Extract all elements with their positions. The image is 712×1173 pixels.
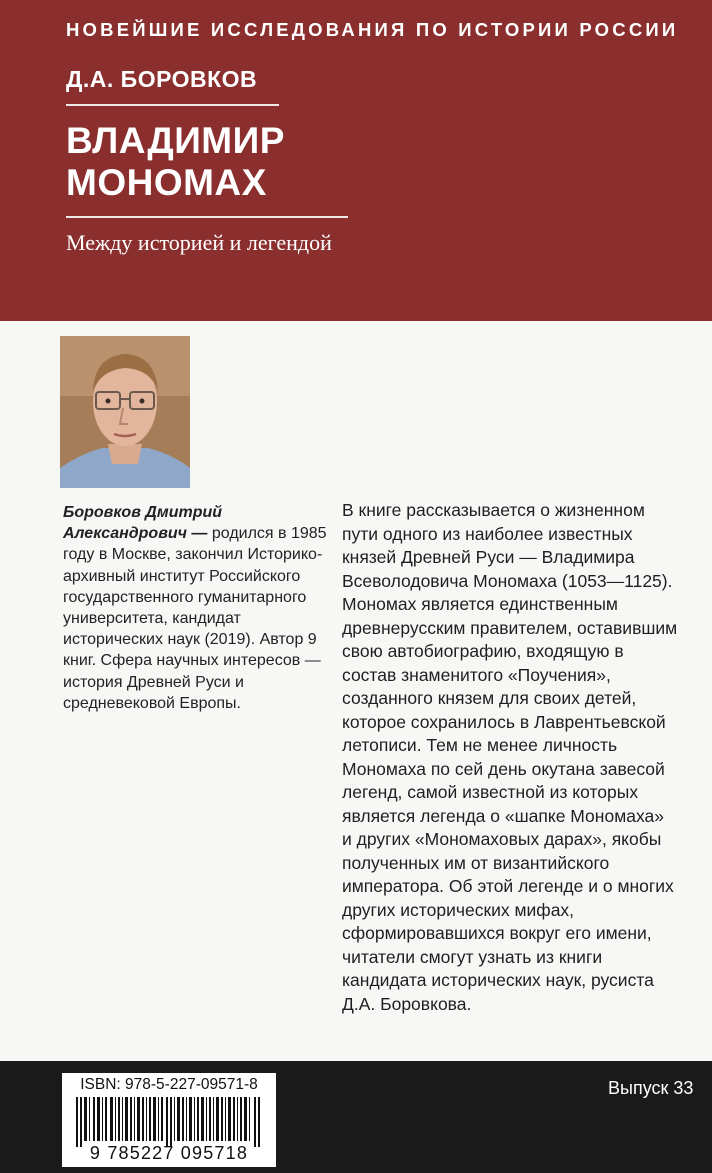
barcode-digits: 9 785227 095718 xyxy=(89,1143,249,1163)
book-title-line-2: МОНОМАХ xyxy=(66,162,267,203)
book-description xyxy=(342,499,712,1016)
description-line: Д.А. Боровкова. xyxy=(342,993,472,1014)
book-subtitle: Между историей и легендой xyxy=(66,230,332,255)
description-line: Мономах является единственным xyxy=(342,594,618,614)
author-photo xyxy=(60,336,190,488)
description-line: других исторических мифах, xyxy=(342,899,575,920)
description-line: читатели смогут узнать из книги xyxy=(342,946,603,967)
bio-text: родился в 1985 году в Москве, закончил Историко-архивный институт Российского государственного гуманитарного университета, кандидат исторических наук (2019). Автор 9 книг. Сфера научных интересов — история Древней Руси и средневековой Европы. xyxy=(63,525,327,712)
bio-author-name: Боровков Дмитрий Александрович xyxy=(63,504,223,543)
author-portrait-image xyxy=(60,336,190,488)
description-line: В книге рассказывается о жизненном xyxy=(342,500,645,520)
description-line: свою автобиографию, входящую в xyxy=(342,641,624,661)
description-line: и других «Мономаховых дарах», якобы xyxy=(342,829,662,849)
description-line: древнерусским правителем, оставившим xyxy=(342,617,678,638)
author-bio xyxy=(63,502,333,714)
description-line: легенд, самой известной из которых xyxy=(342,782,639,802)
book-title xyxy=(66,120,285,204)
book-title-line-1: ВЛАДИМИР xyxy=(66,120,285,161)
series-title: НОВЕЙШИЕ ИССЛЕДОВАНИЯ ПО ИСТОРИИ РОССИИ xyxy=(66,19,679,40)
description-line: князей Древней Руси — Владимира xyxy=(342,547,635,567)
description-line: кандидата исторических наук, русиста xyxy=(342,970,654,990)
description-line: созданного князем для своих детей, xyxy=(342,688,637,708)
description-line: является легенда о «шапке Мономаха» xyxy=(342,805,664,826)
isbn-label: ISBN: 978-5-227-09571-8 xyxy=(80,1076,258,1093)
divider-top xyxy=(66,104,279,106)
description-line: пути одного из наиболее известных xyxy=(342,523,633,544)
description-line: полученных им от византийского xyxy=(342,852,610,873)
description-line: которое сохранилось в Лаврентьевской xyxy=(342,711,666,732)
description-line: Всеволодовича Мономаха (1053—1125). xyxy=(342,570,673,591)
description-line: летописи. Тем не менее личность xyxy=(342,735,618,755)
description-line: императора. Об этой легенде и о многих xyxy=(342,876,674,896)
description-line: сформировавшихся вокруг его имени, xyxy=(342,923,652,943)
issue-number: Выпуск 33 xyxy=(608,1078,694,1098)
bio-dash: — xyxy=(191,525,208,543)
description-line: состав знаменитого «Поучения», xyxy=(342,664,611,685)
divider-bottom xyxy=(66,216,348,218)
author-name: Д.А. БОРОВКОВ xyxy=(66,66,258,92)
barcode-panel xyxy=(62,1073,276,1167)
description-line: Мономаха по сей день окутана завесой xyxy=(342,758,665,779)
